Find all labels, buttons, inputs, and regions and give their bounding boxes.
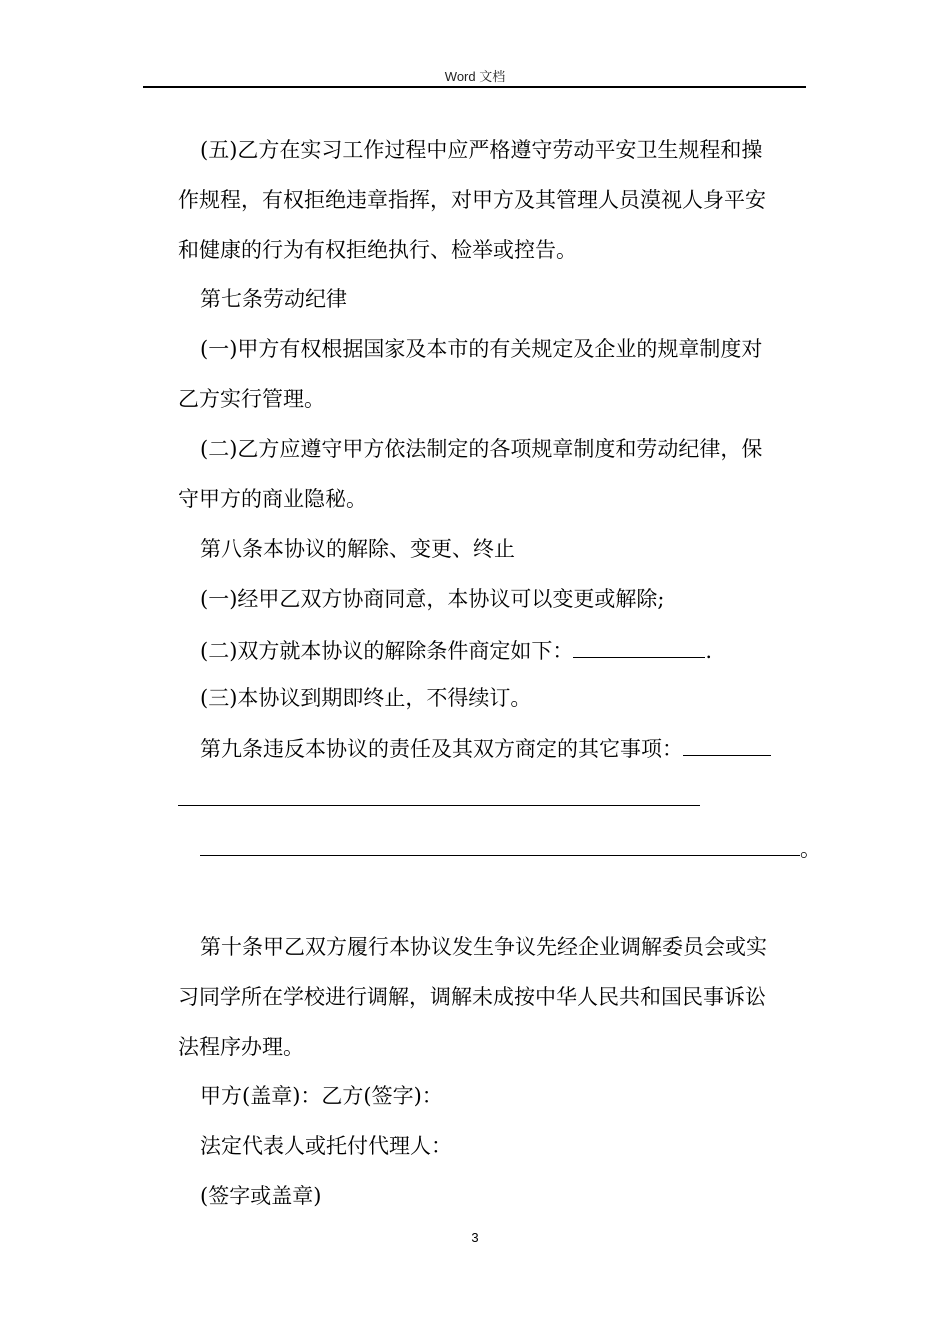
paragraph-line: (一)经甲乙双方协商同意，本协议可以变更或解除; [200, 587, 665, 611]
paragraph-line: (三)本协议到期即终止，不得续订。 [200, 686, 532, 710]
paragraph-line: 法程序办理。 [178, 1035, 304, 1059]
signature-line: 法定代表人或托付代理人： [200, 1134, 452, 1158]
paragraph-line: (一)甲方有权根据国家及本市的有关规定及企业的规章制度对 [200, 337, 763, 361]
paragraph-line [200, 833, 821, 863]
fill-in-blank [200, 833, 800, 856]
paragraph-line [178, 783, 700, 813]
article-heading-text: 第九条违反本协议的责任及其双方商定的其它事项： [200, 737, 683, 761]
article-heading: 第八条本协议的解除、变更、终止 [200, 537, 515, 561]
fill-in-blank [178, 783, 700, 806]
line-end-mark: 。 [800, 837, 821, 861]
paragraph-line: (二)乙方应遵守甲方依法制定的各项规章制度和劳动纪律，保 [200, 437, 763, 461]
paragraph-line: 和健康的行为有权拒绝执行、检举或控告。 [178, 238, 577, 262]
article-heading: 第七条劳动纪律 [200, 287, 347, 311]
paragraph-line [200, 635, 712, 665]
paragraph-line: (五)乙方在实习工作过程中应严格遵守劳动平安卫生规程和操 [200, 138, 763, 162]
header-divider [143, 86, 806, 88]
signature-line: (签字或盖章) [200, 1184, 322, 1208]
clause-period: . [705, 639, 713, 663]
paragraph-line: 习同学所在学校进行调解，调解未成按中华人民共和国民事诉讼 [178, 985, 766, 1009]
article-heading: 第十条甲乙双方履行本协议发生争议先经企业调解委员会或实 [200, 935, 767, 959]
signature-line: 甲方(盖章)：乙方(签字)： [200, 1084, 443, 1108]
page-number: 3 [471, 1230, 479, 1245]
clause-text: (二)双方就本协议的解除条件商定如下： [200, 639, 574, 663]
page-header: Word 文档 [444, 69, 506, 84]
paragraph-line [200, 733, 771, 763]
fill-in-blank [573, 635, 705, 658]
paragraph-line: 作规程，有权拒绝违章指挥，对甲方及其管理人员漠视人身平安 [178, 188, 766, 212]
paragraph-line: 守甲方的商业隐秘。 [178, 487, 367, 511]
fill-in-blank [683, 733, 771, 756]
paragraph-line: 乙方实行管理。 [178, 387, 325, 411]
